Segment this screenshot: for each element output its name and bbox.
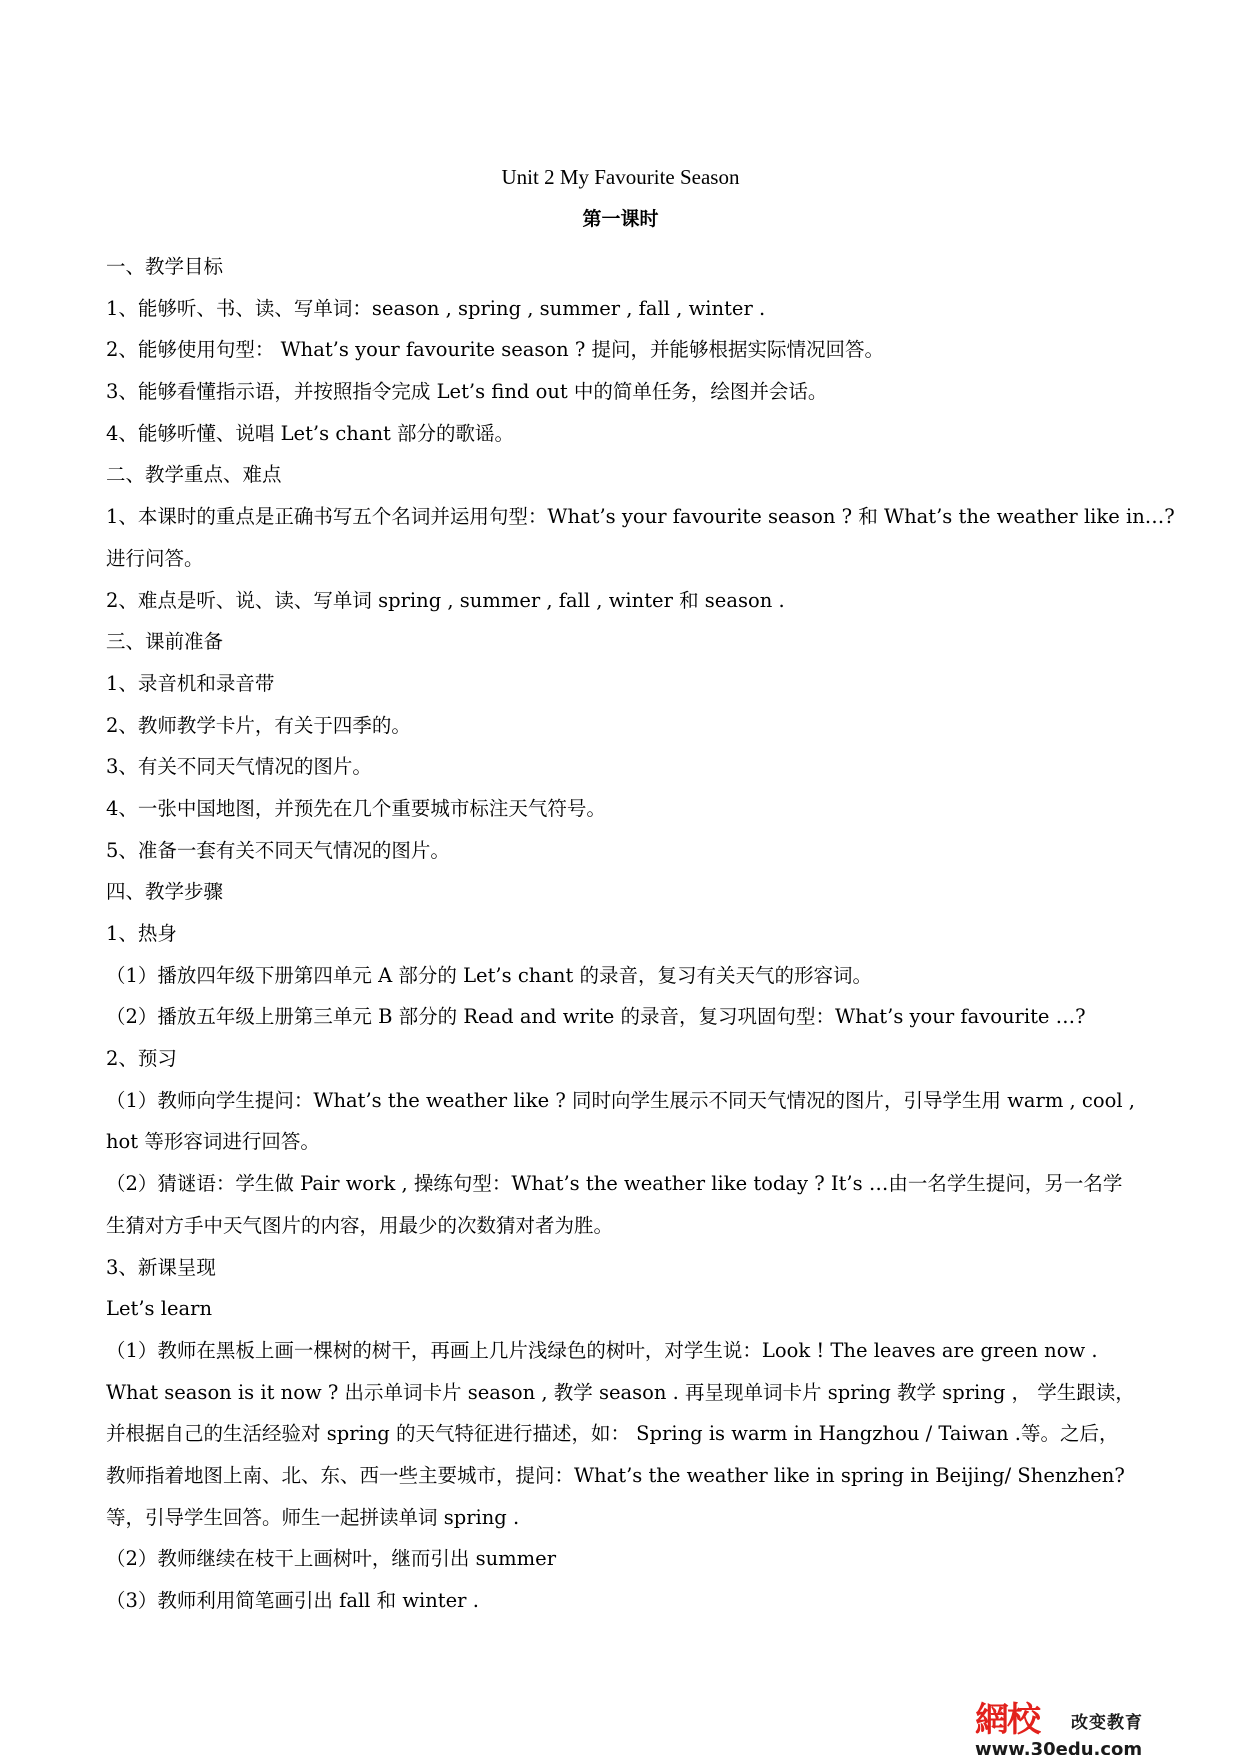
body-line: 三、课前准备 <box>106 630 224 654</box>
body-line: 2、难点是听、说、读、写单词 spring , summer , fall , winter 和 season . <box>106 588 785 612</box>
body-line: 3、有关不同天气情况的图片。 <box>106 755 372 779</box>
body-line: （3）教师利用简笔画引出 fall 和 winter . <box>106 1589 479 1612</box>
body-line: 3、能够看懂指示语，并按照指令完成 Let’s find out 中的简单任务，绘图并会话。 <box>106 380 828 404</box>
body-line: 教师指着地图上南、北、东、西一些主要城市，提问：What’s the weather like in spring in Beijing/ Shenzhen? <box>106 1463 1125 1487</box>
body-line: 等，引导学生回答。师生一起拼读单词 spring . <box>106 1505 520 1529</box>
body-line: 1、能够听、书、读、写单词：season , spring , summer , fall , winter . <box>106 296 766 320</box>
body-line: （2）猜谜语：学生做 Pair work , 操练句型：What’s the weather like today ? It’s …由一名学生提问，另一名学 <box>106 1172 1123 1196</box>
body-line: 一、教学目标 <box>106 255 224 278</box>
body-line: （1）播放四年级下册第四单元 A 部分的 Let’s chant 的录音，复习有关天气的形容词。 <box>106 963 873 987</box>
body-line: hot 等形容词进行回答。 <box>106 1130 320 1154</box>
body-line: 四、教学步骤 <box>106 880 224 904</box>
body-line: （2）播放五年级上册第三单元 B 部分的 Read and write 的录音，复习巩固句型：What’s your favourite …? <box>106 1005 1086 1029</box>
body-line: 1、本课时的重点是正确书写五个名词并运用句型：What’s your favourite season ? 和 What’s the weather like in…? <box>106 505 1175 529</box>
document-body <box>106 246 1175 1622</box>
body-line: 并根据自己的生活经验对 spring 的天气特征进行描述，如： Spring is warm in Hangzhou / Taiwan .等。之后， <box>106 1422 1119 1446</box>
logo-url: www.30edu.com <box>975 1739 1143 1755</box>
logo-slogan: 改变教育 <box>1071 1713 1143 1733</box>
body-line: 3、新课呈现 <box>106 1255 216 1279</box>
body-line: 进行问答。 <box>106 546 204 570</box>
body-line: （1）教师向学生提问：What’s the weather like ? 同时向学生展示不同天气情况的图片，引导学生用 warm , cool , <box>106 1088 1135 1112</box>
body-line: 1、热身 <box>106 922 177 945</box>
body-line: 2、教师教学卡片，有关于四季的。 <box>106 713 411 737</box>
body-line: 5、准备一套有关不同天气情况的图片。 <box>106 838 450 862</box>
document-title: Unit 2 My Favourite Season <box>501 165 740 189</box>
body-line: What season is it now ? 出示单词卡片 season , 教学 season . 再呈现单词卡片 spring 教学 spring ， 学生跟读， <box>106 1380 1135 1404</box>
footer-logo <box>975 1700 1175 1755</box>
body-line: 生猜对方手中天气图片的内容，用最少的次数猜对者为胜。 <box>106 1213 614 1237</box>
body-line: （2）教师继续在枝干上画树叶，继而引出 summer <box>106 1547 557 1571</box>
body-line: 2、能够使用句型： What’s your favourite season ? 提问，并能够根据实际情况回答。 <box>106 338 885 362</box>
logo-mark: 網校 <box>975 1700 1039 1740</box>
body-line: Let’s learn <box>106 1297 213 1321</box>
body-line: 二、教学重点、难点 <box>106 463 282 487</box>
body-line: 2、预习 <box>106 1047 177 1071</box>
document-subtitle: 第一课时 <box>582 208 659 230</box>
body-line: （1）教师在黑板上画一棵树的树干，再画上几片浅绿色的树叶，对学生说：Look ! The leaves are green now . <box>106 1338 1098 1362</box>
body-line: 1、录音机和录音带 <box>106 671 275 695</box>
body-line: 4、能够听懂、说唱 Let’s chant 部分的歌谣。 <box>106 421 515 445</box>
body-line: 4、一张中国地图，并预先在几个重要城市标注天气符号。 <box>106 796 606 820</box>
